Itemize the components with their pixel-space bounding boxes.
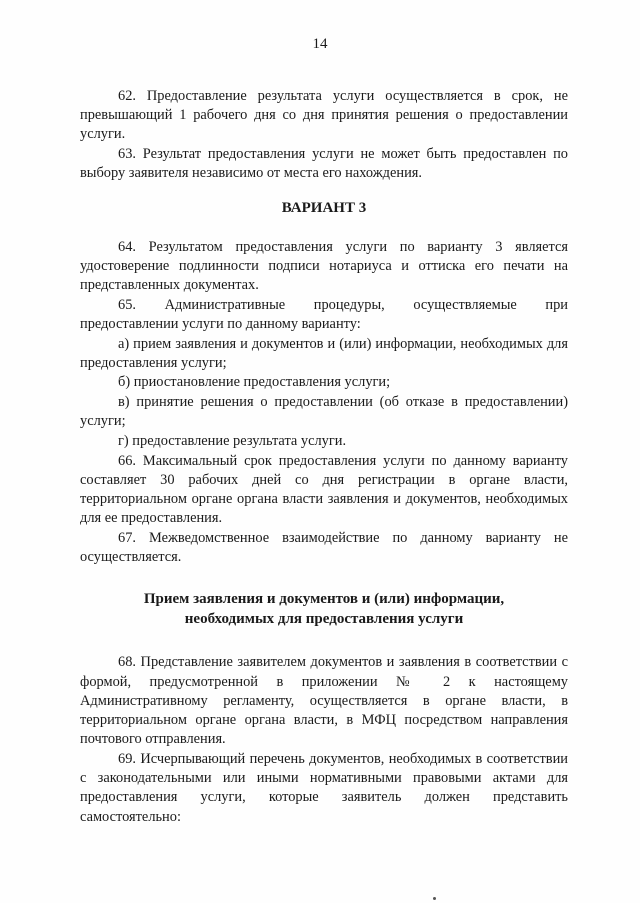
list-item-v: в) принятие решения о предоставлении (об отказе в предоставлении) услуги;	[80, 394, 568, 430]
paragraph-69: 69. Исчерпывающий перечень документов, необходимых в соответствии с законодательными или иными нормативными правовыми актами для предоставления услуги, которые заявитель должен представить самостоятельно:	[80, 750, 568, 825]
list-item-g: г) предоставление результата услуги.	[118, 433, 347, 450]
paragraph-65: 65. Административные процедуры, осуществляемые при предоставлении услуги по данному варианту:	[80, 296, 568, 332]
paragraph-68: 68. Представление заявителем документов и заявления в соответствии с формой, предусмотренной в приложении № 2 к настоящему Административному регламенту, осуществляется в органе власти, в территориальном органе органа власти, в МФЦ посредством направления почтового отправления.	[80, 654, 568, 748]
list-item-a: а) прием заявления и документов и (или) информации, необходимых для предоставления услуги;	[80, 335, 568, 371]
page-number: 14	[312, 36, 328, 52]
section-heading	[80, 589, 568, 629]
section-heading-line-1: Прием заявления и документов и (или) информации,	[143, 591, 505, 608]
section-heading-line-2: необходимых для предоставления услуги	[184, 611, 464, 628]
paragraph-62: 62. Предоставление результата услуги осуществляется в срок, не превышающий 1 рабочего дня со дня принятия решения о предоставлении услуги.	[80, 88, 568, 143]
list-item-b: б) приостановление предоставления услуги;	[118, 374, 391, 391]
document-body	[80, 87, 568, 827]
variant-heading: ВАРИАНТ 3	[281, 199, 367, 216]
paragraph-63: 63. Результат предоставления услуги не может быть предоставлен по выбору заявителя независимо от места его нахождения.	[80, 146, 568, 182]
paragraph-66: 66. Максимальный срок предоставления услуги по данному варианту составляет 30 рабочих дней со дня регистрации в органе власти, территориальном органе органа власти заявления и документов, необходимых для ее предоставления.	[80, 452, 568, 527]
scan-speck	[433, 897, 436, 900]
paragraph-64: 64. Результатом предоставления услуги по варианту 3 является удостоверение подлинности подписи нотариуса и оттиска его печати на представленных документах.	[80, 238, 568, 293]
paragraph-67: 67. Межведомственное взаимодействие по данному варианту не осуществляется.	[80, 530, 568, 566]
